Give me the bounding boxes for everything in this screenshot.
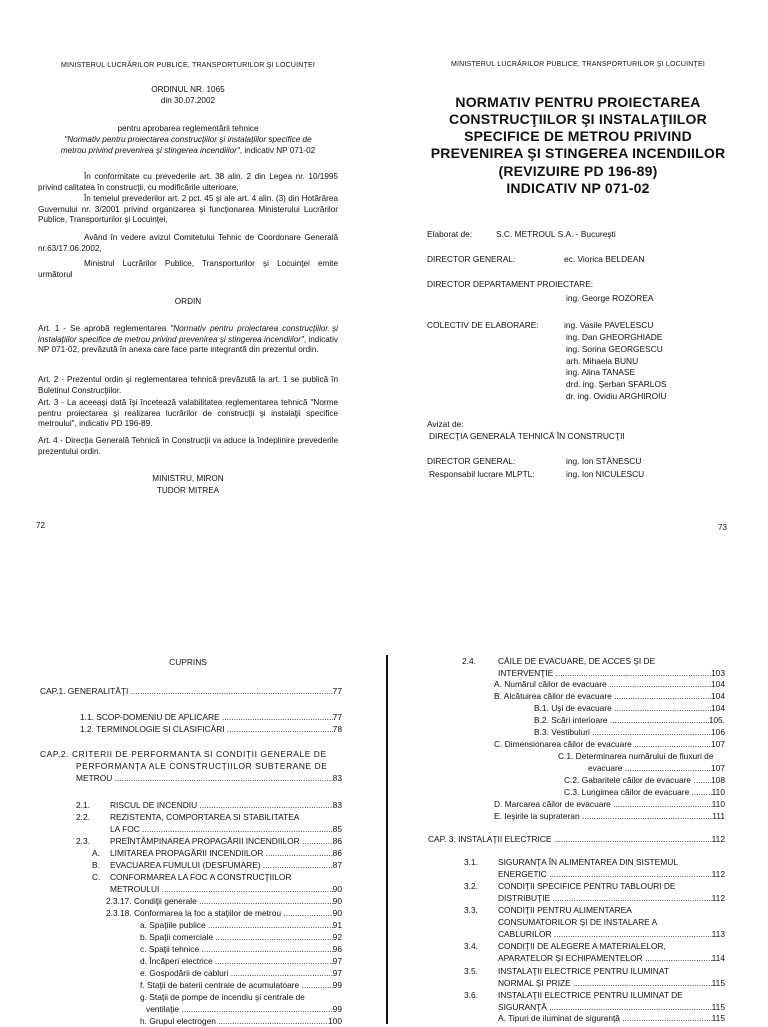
toc-entry: C. Dimensionarea căilor de evacuare ..... 107 [494, 739, 725, 750]
toc-entry: B.2. Scări interioare ..... 105. [534, 715, 725, 726]
toc-entry: NORMAL ŞI PRIZE ..... 115 [498, 978, 725, 989]
article-4: Art. 4 - Direcţia Generală Tehnică în Construcţii va aduce la îndeplinire prevederile prezentului ordin. [38, 436, 338, 456]
toc-entry: D. Marcarea căilor de evacuare ..... 110 [494, 799, 725, 810]
avizat-label: Avizat de: [427, 419, 464, 429]
toc-entry: 1.1. SCOP-DOMENIU DE APLICARE ..... 77 [80, 712, 342, 723]
toc-entry: A. Tipuri de iluminat de siguranţă ..... 115 [498, 1013, 725, 1024]
colectiv-member: drd. ing. Şerban SFARLOS [566, 379, 667, 389]
toc-number: A. [92, 848, 100, 858]
toc-entry: CAP.1. GENERALITĂŢI ..... 77 [40, 686, 342, 697]
signature-line1: MINISTRU, MIRON [152, 474, 224, 483]
article-3: Art. 3 - La aceeaşi dată îşi încetează valabilitatea reglementarea tehnică "Norme pentru proiectarea şi realizarea lucrărilor de construcţii şi instalaţii specifice metroului", indicativ PD 196-89. [38, 398, 338, 429]
ordin-heading: ORDIN [174, 297, 202, 306]
toc-entry-text: REZISTENTA, COMPORTAREA SI STABILITATEA [110, 812, 300, 822]
toc-entry-text: CĂILE DE EVACUARE, DE ACCES ŞI DE [498, 656, 656, 666]
toc-entry: 1.2. TERMINOLOGIE SI CLASIFICĂRI ..... 78 [80, 724, 342, 735]
toc-entry-text: CONDIŢII PENTRU ALIMENTAREA [498, 905, 632, 915]
toc-entry-text: PERFORMANŢA ALE CONSTRUCŢIILOR SUBTERANE DE [76, 761, 328, 771]
colectiv-member: arh. Mihaela BUNU [566, 356, 639, 366]
colectiv-member: ing. Sorina GEORGESCU [566, 344, 663, 354]
toc-entry-text: INSTALAŢII ELECTRICE PENTRU ILUMINAT [498, 966, 669, 976]
colectiv-member: ing. Alina TANASE [566, 367, 636, 377]
ministry-header: MINISTERUL LUCRĂRILOR PUBLICE, TRANSPORTURILOR ŞI LOCUINŢEI [451, 61, 705, 68]
order-date: din 30.07.2002 [160, 96, 216, 105]
toc-entry: RISCUL DE INCENDIU ..... 83 [110, 800, 342, 811]
toc-entry: B.1. Uşi de evacuare ..... 104 [534, 703, 725, 714]
toc-entry: f. Staţii de baterii centrale de acumulatoare ..... 99 [140, 980, 342, 991]
normativ-title-line: SPECIFICE DE METROU PRIVIND [464, 128, 692, 144]
ministry-header: MINISTERUL LUCRĂRILOR PUBLICE, TRANSPORTURILOR ŞI LOCUINŢEI [61, 62, 315, 69]
toc-entry: 2.3.17. Condiţii generale ..... 90 [106, 896, 342, 907]
toc-entry: LA FOC ..... 85 [110, 824, 342, 835]
toc-number: 3.1. [464, 857, 478, 867]
normativ-title-line: NORMATIV PENTRU PROIECTAREA [455, 94, 701, 110]
toc-entry: h. Grupul electrogen ..... 100 [140, 1016, 342, 1027]
normativ-title-line: PREVENIREA ŞI STINGEREA INCENDIILOR [430, 145, 726, 161]
toc-number: B. [92, 860, 100, 870]
colectiv-member: dr. ing. Ovidiu ARGHIROIU [566, 391, 667, 401]
toc-entry-text: CONDIŢII SPECIFICE PENTRU TABLOURI DE [498, 881, 676, 891]
toc-entry-text: CAP.2. CRITERII DE PERFORMANTA SI CONDIŢII GENERALE DE [40, 749, 327, 759]
toc-entry: METROU ..... 83 [76, 773, 342, 784]
colectiv-member: ing. Dan GHEORGHIADE [566, 332, 663, 342]
toc-entry: CABLURILOR ..... 113 [498, 929, 725, 940]
toc-entry: INTERVENŢIE ..... 103 [498, 668, 725, 679]
toc-number: 3.4. [464, 941, 478, 951]
toc-entry: a. Spaţiile publice ..... 91 [140, 920, 342, 931]
toc-number: 3.6. [464, 990, 478, 1000]
toc-entry: EVACUAREA FUMULUI (DESFUMARE) ..... 87 [110, 860, 342, 871]
normativ-title-line: INDICATIV NP 071-02 [506, 180, 650, 196]
toc-entry: E. Ieşirile la suprateran ..... 111 [494, 811, 725, 822]
director-general-label: DIRECTOR GENERAL: [427, 254, 516, 264]
page-number-right: 73 [718, 523, 727, 532]
toc-number: 2.4. [462, 656, 476, 666]
elaborat-label: Elaborat de: [427, 229, 473, 239]
page-number-left: 72 [36, 521, 45, 530]
toc-entry-text: C.1. Determinarea numărului de fluxuri de [558, 751, 714, 761]
paragraph-minister-issues: Ministrul Lucrărilor Publice, Transporturilor şi Locuinţei emite următorul [38, 259, 338, 279]
toc-entry-text: SIGURANŢA ÎN ALIMENTAREA DIN SISTEMUL [498, 857, 678, 867]
toc-entry: c. Spaţii tehnice ..... 96 [140, 944, 342, 955]
toc-entry: d. Încăperi electrice ..... 97 [140, 956, 342, 967]
approval-intro: pentru aprobarea reglementării tehnice [117, 124, 259, 133]
avizat-value: DIRECŢIA GENERALĂ TEHNICĂ ÎN CONSTRUCŢII [429, 431, 625, 441]
toc-number: 2.2. [76, 812, 90, 822]
article-1: Art. 1 - Se aprobă reglementarea "Normativ pentru proiectarea construcţiilor şi instalaţiilor specifice de metrou privind prevenirea şi stingerea incendiilor", indicativ NP 071-02, prevăzută în anexa care face parte integrantă din prezentul ordin. [38, 324, 338, 355]
normativ-title-line: CONSTRUCŢIILOR ŞI INSTALAŢIILOR [449, 111, 707, 127]
toc-entry: 2.3.18. Conformarea la foc a staţiilor de metrou ..... 90 [106, 908, 342, 919]
toc-entry: A. Numărul căilor de evacuare ..... 104 [494, 679, 725, 690]
colectiv-member: ing. Vasile PAVELESCU [564, 320, 654, 330]
toc-entry-text: INSTALAŢII ELECTRICE PENTRU ILUMINAT DE [498, 990, 683, 1000]
toc-entry-text: g. Staţii de pompe de incendiu şi centrale de [140, 992, 305, 1002]
toc-number: 2.1. [76, 800, 90, 810]
toc-number: 3.3. [464, 905, 478, 915]
toc-entry: SIGURANŢĂ ..... 115 [498, 1002, 725, 1013]
toc-entry: DISTRIBUŢIE ..... 112 [498, 893, 725, 904]
toc-entry: C.2. Gabaritele căilor de evacuare ..... 108 [564, 775, 725, 786]
toc-entry: C.3. Lungimea căilor de evacuare ..... 110 [564, 787, 725, 798]
toc-entry: PREÎNTÂMPINAREA PROPAGĂRII INCENDIILOR ..... 86 [110, 836, 342, 847]
toc-entry-text: CONFORMAREA LA FOC A CONSTRUCŢIILOR [110, 872, 292, 882]
toc-entry: LIMITAREA PROPAGĂRII INCENDIILOR ..... 86 [110, 848, 342, 859]
toc-entry: B. Alcătuirea căilor de evacuare ..... 104 [494, 691, 725, 702]
approval-title-line1: "Normativ pentru proiectarea construcţiilor şi instalaţiilor specifice de [64, 135, 312, 144]
toc-heading: CUPRINS [169, 657, 207, 667]
toc-entry-text: CONSUMATORILOR ŞI DE INSTALARE A [498, 917, 658, 927]
toc-entry: e. Gospodării de cabluri ..... 97 [140, 968, 342, 979]
toc-entry: CAP. 3. INSTALAŢII ELECTRICE ..... 112 [428, 834, 725, 845]
director-general-value: ec. Viorica BELDEAN [564, 254, 645, 264]
director-department-label: DIRECTOR DEPARTAMENT PROIECTARE: [427, 279, 594, 289]
normativ-title-line: (REVIZUIRE PD 196-89) [498, 163, 658, 179]
paragraph-conformity: În conformitate cu prevederile art. 38 alin. 2 din Legea nr. 10/1995 privind calitatea în construcţii, cu modificările ulterioare, [38, 172, 338, 192]
order-number: ORDINUL NR. 1065 [151, 85, 225, 94]
approval-title-line2: metrou privind prevenirea şi stingerea incendiilor", indicativ NP 071-02 [60, 146, 316, 155]
toc-number: 2.3. [76, 836, 90, 846]
toc-entry: evacuare ..... 107 [588, 763, 725, 774]
toc-entry: ventilaţie ..... 99 [146, 1004, 342, 1015]
toc-entry: METROULUI ..... 90 [110, 884, 342, 895]
elaborat-value: S.C. METROUL S.A. - Bucureşti [496, 229, 616, 239]
toc-entry-text: CONDIŢII DE ALEGERE A MATERIALELOR, [498, 941, 666, 951]
toc-number: 3.5. [464, 966, 478, 976]
director-general-2-label: DIRECTOR GENERAL: [427, 456, 516, 466]
column-divider [386, 655, 388, 1024]
toc-entry: APARATELOR ŞI ECHIPAMENTELOR ..... 114 [498, 953, 725, 964]
signature-line2: TUDOR MITREA [156, 486, 220, 495]
paragraph-opinion: Având în vedere avizul Comitetului Tehnic de Coordonare Generală nr.63/17.06.2002, [38, 233, 338, 253]
director-general-2-value: ing. Ion STĂNESCU [566, 456, 642, 466]
director-department-value: ing. George ROZOREA [566, 293, 654, 303]
colectiv-label: COLECTIV DE ELABORARE: [427, 320, 539, 330]
paragraph-legal-basis: În temeiul prevederilor art. 2 pct. 45 şi ale art. 4 alin. (3) din Hotărârea Guvernului nr. 3/2001 privind organizarea şi funcţionarea Ministerului Lucrărilor Publice, Transporturilor şi Locuinţei, [38, 194, 338, 225]
toc-number: C. [92, 872, 101, 882]
responsabil-label: Responsabil lucrare MLPTL: [429, 469, 535, 479]
responsabil-value: ing. Ion NICULESCU [566, 469, 645, 479]
article-2: Art. 2 - Prezentul ordin şi reglementarea tehnică prevăzută la art. 1 se publică în Buletinul Construcţiilor. [38, 375, 338, 395]
toc-entry: B.3. Vestibuluri ..... 106 [534, 727, 725, 738]
toc-entry: ENERGETIC ..... 112 [498, 869, 725, 880]
toc-entry: b. Spaţii comerciale ..... 92 [140, 932, 342, 943]
toc-number: 3.2. [464, 881, 478, 891]
